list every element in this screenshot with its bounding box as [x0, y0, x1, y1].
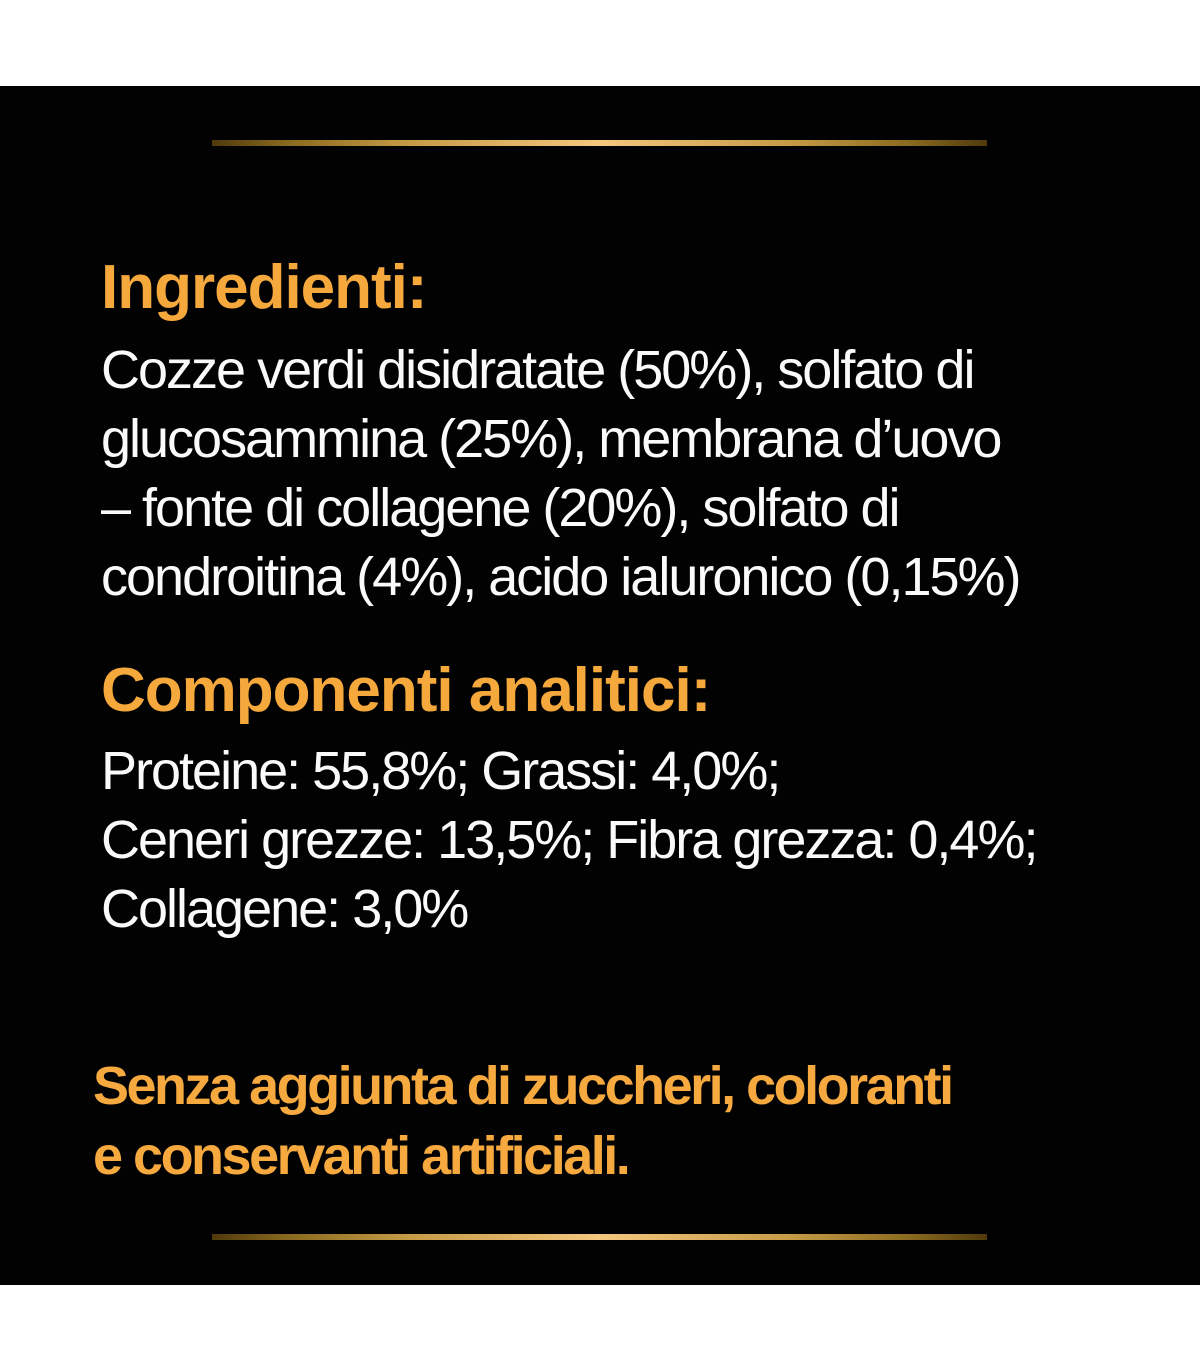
claim-line: Senza aggiunta di zuccheri, coloranti [93, 1056, 952, 1116]
gold-divider-bottom [212, 1234, 987, 1240]
analytical-line: Proteine: 55,8%; Grassi: 4,0%; [101, 741, 780, 801]
gold-divider-top [212, 140, 987, 146]
analytical-text [101, 737, 1036, 944]
ingredients-line: – fonte di collagene (20%), solfato di [101, 478, 899, 538]
ingredients-text [101, 336, 1020, 612]
analytical-line: Collagene: 3,0% [101, 879, 468, 939]
analytical-heading: Componenti analitici: [101, 656, 711, 725]
ingredients-line: condroitina (4%), acido ialuronico (0,15%) [101, 547, 1020, 607]
ingredients-heading: Ingredienti: [101, 253, 427, 322]
no-additives-claim [93, 1051, 952, 1191]
analytical-line: Ceneri grezze: 13,5%; Fibra grezza: 0,4%; [101, 810, 1037, 870]
ingredients-line: glucosammina (25%), membrana d’uovo [101, 409, 1001, 469]
claim-line: e conservanti artificiali. [93, 1126, 629, 1186]
ingredients-line: Cozze verdi disidratate (50%), solfato di [101, 340, 974, 400]
